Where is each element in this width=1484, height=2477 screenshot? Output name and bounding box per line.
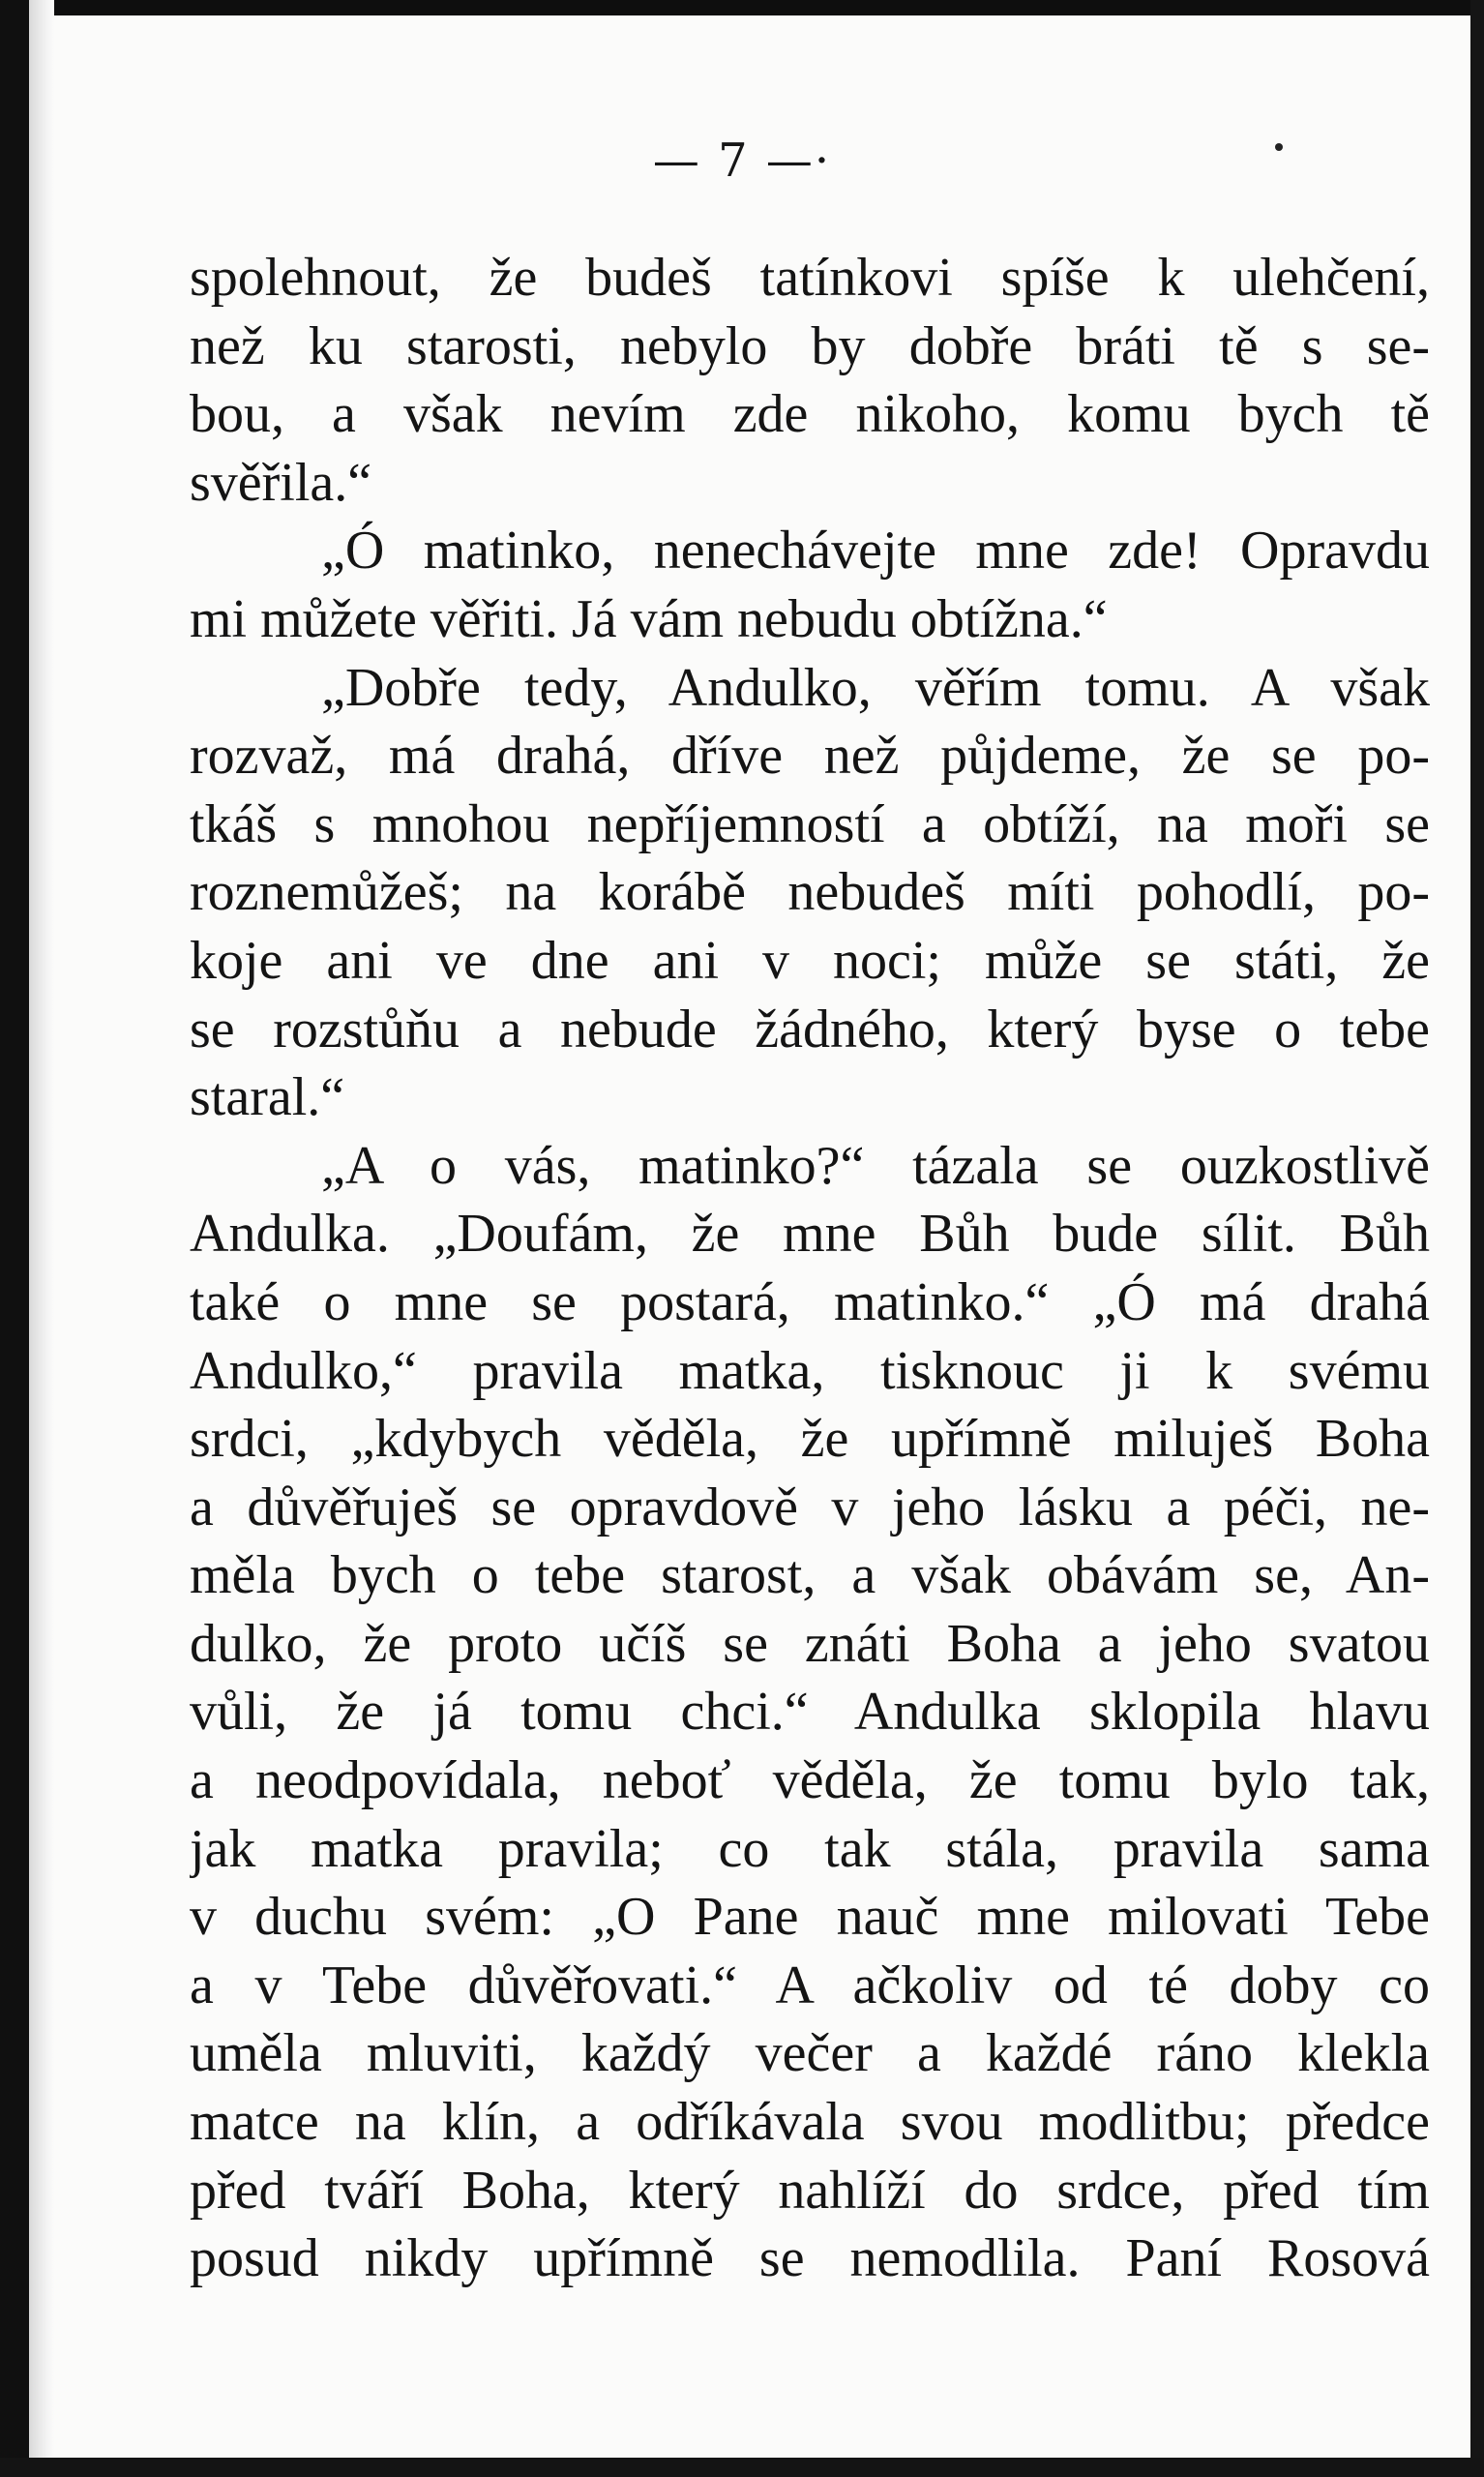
text-line: „A o vás, matinko?“ tázala se ouzkostlivě <box>321 1135 1430 1196</box>
scan-border-top <box>0 0 1484 15</box>
body-text <box>190 244 1430 2293</box>
text-line: roznemůžeš; na korábě nebudeš míti pohodlí, po- <box>190 862 1430 923</box>
scan-border-left <box>0 0 29 2477</box>
text-line: Andulko,“ pravila matka, tisknouc ji k svému <box>190 1340 1430 1401</box>
page-gutter-shadow <box>29 0 54 2477</box>
text-line: vůli, že já tomu chci.“ Andulka sklopila hlavu <box>190 1682 1430 1743</box>
text-line: koje ani ve dne ani v noci; může se státi, že <box>190 930 1430 991</box>
text-line: srdci, „kdybych věděla, že upřímně miluješ Boha <box>190 1409 1430 1470</box>
text-line: „Dobře tedy, Andulko, věřím tomu. A však <box>321 657 1430 718</box>
text-line: než ku starosti, nebylo by dobře bráti tě s se- <box>190 315 1430 376</box>
text-line: rozvaž, má drahá, dříve než půjdeme, že se po- <box>190 726 1430 787</box>
scan-border-bottom <box>0 2458 1484 2477</box>
text-line: mi můžete věřiti. Já vám nebudu obtížna.“ <box>190 588 1108 649</box>
text-line: jak matka pravila; co tak stála, pravila sama <box>190 1818 1430 1879</box>
text-line: posud nikdy upřímně se nemodlila. Paní Rosová <box>190 2228 1430 2289</box>
page-number: — 7 —· <box>652 134 832 188</box>
text-line: „Ó matinko, nenechávejte mne zde! Opravdu <box>321 521 1430 582</box>
text-line: měla bych o tebe starost, a však obávám se, An- <box>190 1545 1430 1606</box>
text-line: a důvěřuješ se opravdově v jeho lásku a péči, ne- <box>190 1477 1430 1537</box>
text-line: se rozstůňu a nebude žádného, který byse o tebe <box>190 999 1430 1059</box>
text-line: spolehnout, že budeš tatínkovi spíše k ulehčení, <box>190 248 1430 308</box>
text-line: a neodpovídala, neboť věděla, že tomu bylo tak, <box>190 1750 1430 1811</box>
text-line: matce na klín, a odříkávala svou modlitbu; předce <box>190 2092 1430 2153</box>
text-line: tkáš s mnohou nepříjemností a obtíží, na moři se <box>190 793 1430 854</box>
text-line: před tváří Boha, který nahlíží do srdce, před tím <box>190 2160 1430 2221</box>
text-line: uměla mluviti, každý večer a každé ráno klekla <box>190 2023 1430 2084</box>
text-line: staral.“ <box>190 1067 345 1128</box>
text-line: bou, a však nevím zde nikoho, komu bych tě <box>190 384 1430 445</box>
text-line: a v Tebe důvěřovati.“ A ačkoliv od té doby co <box>190 1955 1430 2015</box>
text-line: svěřila.“ <box>190 452 372 513</box>
text-line: dulko, že proto učíš se znáti Boha a jeho svatou <box>190 1613 1430 1674</box>
text-line: v duchu svém: „O Pane nauč mne milovati Tebe <box>190 1887 1430 1948</box>
text-line: Andulka. „Doufám, že mne Bůh bude sílit. Bůh <box>190 1204 1430 1265</box>
text-line: také o mne se postará, matinko.“ „Ó má drahá <box>190 1271 1430 1332</box>
scan-border-right <box>1470 0 1484 2477</box>
